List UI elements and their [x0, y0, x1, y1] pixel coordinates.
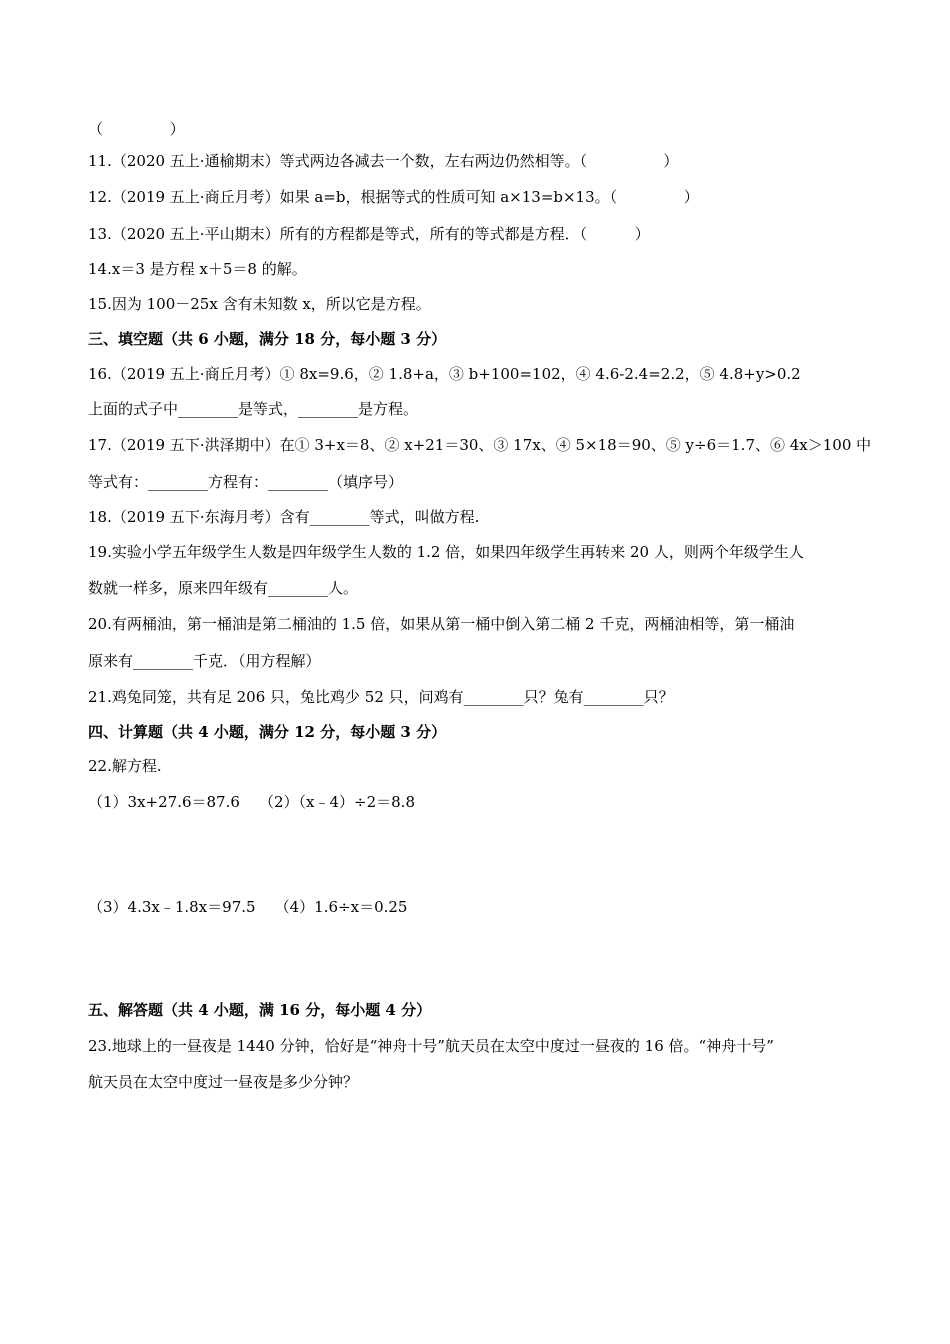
question-15: 15.因为 100－25x 含有未知数 x，所以它是方程。 — [88, 295, 431, 313]
question-19: 19.实验小学五年级学生人数是四年级学生人数的 1.2 倍，如果四年级学生再转来 20 人，则两个年级学生人 — [88, 543, 804, 561]
question-22: 22.解方程. — [88, 757, 162, 775]
question-23-cont: 航天员在太空中度过一昼夜是多少分钟？ — [88, 1073, 359, 1091]
question-17: 17.（2019 五下·洪泽期中）在① 3+x＝8、② x+21＝30、③ 17x、④ 5×18＝90、⑤ y÷6＝1.7、⑥ 4x＞100 中 — [88, 436, 872, 454]
question-17-prompt: 等式有：________方程有：________（填序号） — [88, 473, 404, 491]
question-16: 16.（2019 五上·商丘月考）① 8x=9.6，② 1.8+a，③ b+100=102，④ 4.6-2.4=2.2，⑤ 4.8+y>0.2 — [88, 365, 801, 383]
section-5-heading: 五、解答题（共 4 小题，满 16 分，每小题 4 分） — [88, 1001, 432, 1019]
question-21: 21.鸡兔同笼，共有足 206 只，兔比鸡少 52 只，问鸡有________只？兔有________只？ — [88, 688, 674, 706]
question-23: 23.地球上的一昼夜是 1440 分钟，恰好是“神舟十号”航天员在太空中度过一昼夜的 16 倍。“神舟十号” — [88, 1037, 774, 1055]
question-12: 12.（2019 五上·商丘月考）如果 a=b，根据等式的性质可知 a×13=b×13。（ ） — [88, 188, 699, 206]
question-11: 11.（2020 五上·通榆期末）等式两边各减去一个数，左右两边仍然相等。（ ） — [88, 152, 679, 170]
question-18: 18.（2019 五下·东海月考）含有________等式，叫做方程. — [88, 508, 480, 526]
question-20-cont: 原来有________千克．（用方程解） — [88, 652, 321, 670]
question-14: 14.x＝3 是方程 x＋5＝8 的解。 — [88, 260, 307, 278]
question-19-cont: 数就一样多，原来四年级有________人。 — [88, 579, 359, 597]
question-13: 13.（2020 五上·平山期末）所有的方程都是等式，所有的等式都是方程．（ ） — [88, 225, 650, 243]
question-16-prompt: 上面的式子中________是等式，________是方程。 — [88, 400, 419, 418]
section-4-heading: 四、计算题（共 4 小题，满分 12 分，每小题 3 分） — [88, 723, 447, 741]
answer-blank-prev-question: （ ） — [88, 120, 185, 138]
question-22-parts-1-2: （1）3x+27.6＝87.6 （2）（x﹣4）÷2＝8.8 — [88, 793, 415, 811]
section-3-heading: 三、填空题（共 6 小题，满分 18 分，每小题 3 分） — [88, 330, 447, 348]
question-22-parts-3-4: （3）4.3x﹣1.8x＝97.5 （4）1.6÷x＝0.25 — [88, 898, 408, 916]
question-20: 20.有两桶油，第一桶油是第二桶油的 1.5 倍，如果从第一桶中倒入第二桶 2 千克，两桶油相等，第一桶油 — [88, 615, 795, 633]
